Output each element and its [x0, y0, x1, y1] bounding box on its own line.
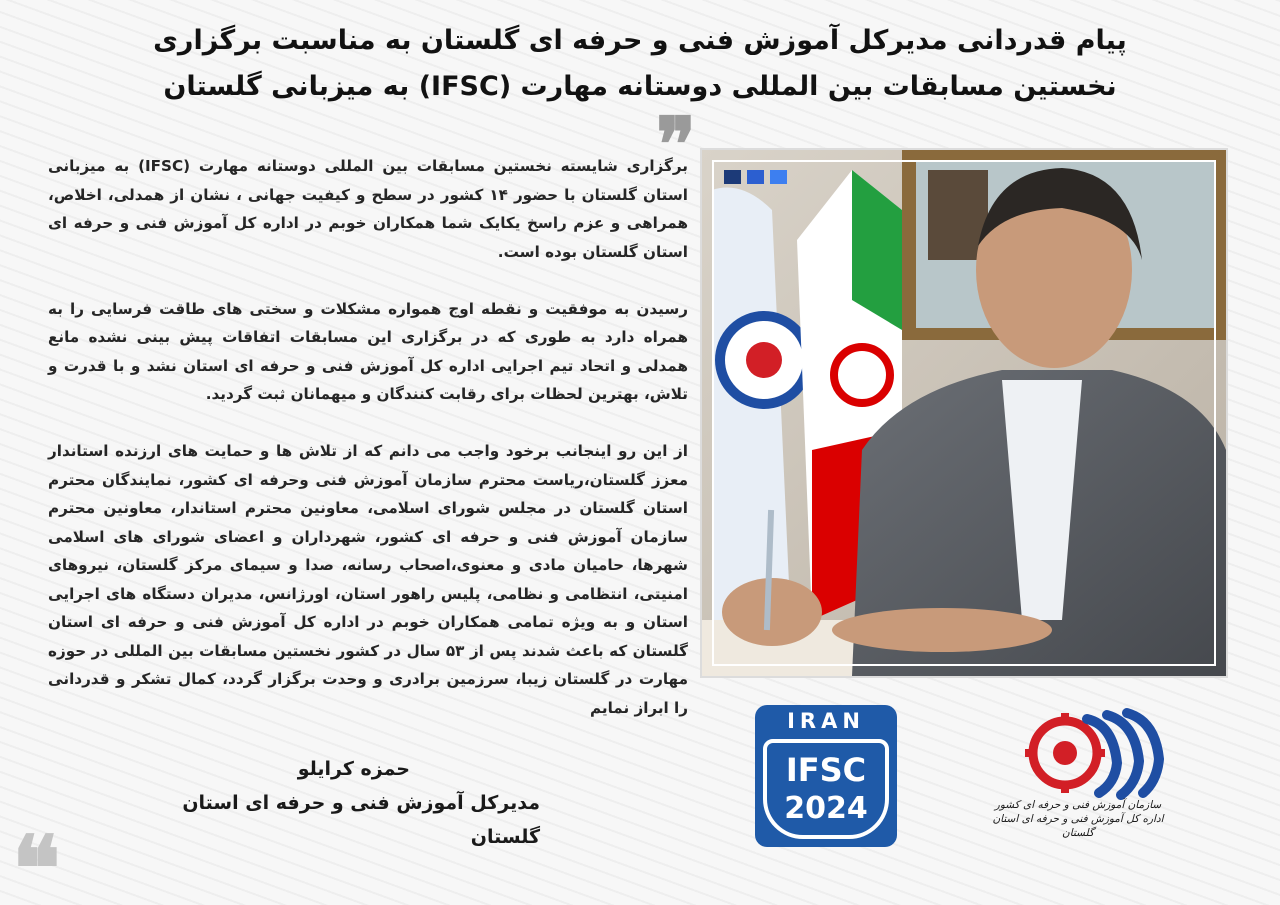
open-quote-icon: ❞	[656, 102, 696, 188]
paragraph-3: از این رو اینجانب برخود واجب می دانم که از تلاش ها و حمایت های ارزنده استاندار معزز گلستان،ریاست محترم سازمان آموزش فنی وحرفه ای کشور، نمایندگان محترم استان گلستان در مجلس شورای اسلامی، معاونین محترم استاندار، معاونین محترم سازمان آموزش فنی و حرفه ای کشور، شهرداران و اعضای شورای های اسلامی شهرها، حامیان مادی و معنوی،اصحاب رسانه، صدا و سیمای مرکز گلستان، نیروهای امنیتی، انتظامی و نظامی، پلیس راهور استان، اورژانس، مدیران دستگاه های اجرایی استان و به ویژه تمامی همکاران خوبم در اداره کل آموزش فنی و حرفه ای استان گلستان که باعث شدند پس از ۵۳ سال در کشور نخستین مسابقات بین المللی در حوزه مهارت در گلستان زیبا، سرزمین برادری و وحدت برگزار گردد، کمال تشکر و قدردانی را ابراز نمایم	[48, 442, 688, 717]
signatory-name: حمزه کرایلو	[297, 758, 410, 780]
close-quote-icon: ❞	[12, 777, 61, 883]
badge-year: 2024	[784, 791, 868, 826]
badge-event: IFSC	[785, 751, 867, 789]
paragraph-1: برگزاری شایسته نخستین مسابقات بین المللی دوستانه مهارت (IFSC) به میزبانی استان گلستان با حضور ۱۴ کشور در سطح و کیفیت جهانی ، نشان از همدلی، اخلاص، همراهی و عزم راسخ یکایک شما همکاران خوبم در اداره کل آموزش فنی و حرفه ای استان گلستان بوده است.	[48, 157, 688, 261]
org-caption-line-1: سازمان آموزش فنی و حرفه ای کشور	[994, 799, 1162, 811]
paragraph-2: رسیدن به موفقیت و نقطه اوج همواره مشکلات و سختی های طاقت فرسایی را به همراه دارد به طوری که در برگزاری این مسابقات اتفاقات پیش بینی نشده مانع همدلی و اتحاد تیم اجرایی اداره کل آموزش فنی و حرفه ای استان نشد و با قدرت و تلاش، بهترین لحظات برای رقابت کنندگان و میهمانان ثبت گردید.	[48, 299, 688, 403]
director-photo	[700, 148, 1228, 678]
badge-country: IRAN	[787, 709, 865, 733]
message-body	[48, 152, 688, 751]
org-caption-line-2: اداره کل آموزش فنی و حرفه ای استان گلستان	[992, 813, 1164, 839]
title-line-2: نخستین مسابقات بین المللی دوستانه مهارت (IFSC) به میزبانی گلستان	[163, 71, 1117, 102]
title-line-1: پیام قدردانی مدیرکل آموزش فنی و حرفه ای گلستان به مناسبت برگزاری	[153, 25, 1127, 56]
page-title	[80, 18, 1200, 110]
signatory-position: مدیرکل آموزش فنی و حرفه ای استان گلستان	[182, 792, 540, 848]
org-caption	[988, 798, 1168, 840]
signature-block	[120, 752, 540, 854]
photo-illustration	[702, 150, 1226, 676]
ifsc-2024-logo	[755, 705, 897, 847]
decorative-dots	[724, 170, 787, 184]
